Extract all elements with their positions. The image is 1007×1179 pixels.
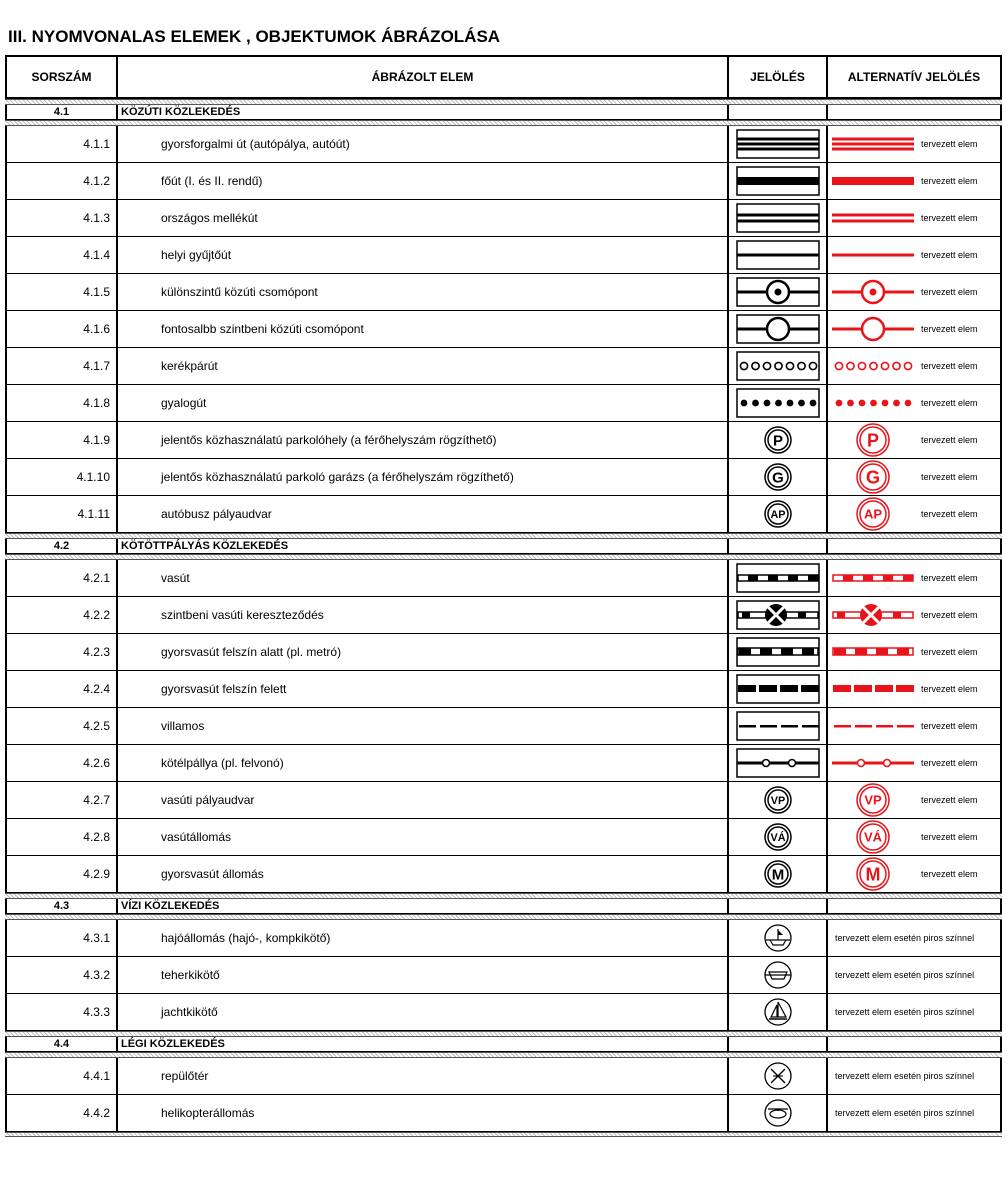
item-label: hajóállomás (hajó-, kompkikötő) [118,920,729,956]
section-symbol-cell [729,1037,828,1051]
bus-station-planned-icon [855,496,891,532]
planned-note: tervezett elem [921,361,978,371]
alt-symbol-cell [828,274,1002,310]
table-row [5,1058,1002,1095]
section-row [5,1037,1002,1052]
svg-text:P: P [772,432,783,450]
symbol-cell [729,385,828,421]
item-number: 4.4.2 [5,1095,118,1131]
item-number: 4.3.2 [5,957,118,993]
item-number: 4.2.3 [5,634,118,670]
svg-text:M: M [771,866,784,884]
svg-text:VÁ: VÁ [770,831,785,844]
item-number: 4.1.6 [5,311,118,347]
section-number: 4.3 [5,899,118,913]
table-row [5,200,1002,237]
column-header-symbol: JELÖLÉS [729,57,828,97]
ship-station-icon [763,923,793,953]
item-number: 4.1.2 [5,163,118,199]
table-row [5,385,1002,422]
symbol-cell [729,708,828,744]
item-label: villamos [118,708,729,744]
svg-text:VÁ: VÁ [864,829,882,845]
tram-planned-icon [831,711,915,741]
alt-symbol-cell [828,671,1002,707]
item-label: autóbusz pályaudvar [118,496,729,532]
item-label: kerékpárút [118,348,729,384]
table-row [5,496,1002,533]
item-label: vasútállomás [118,819,729,855]
item-label: vasúti pályaudvar [118,782,729,818]
section-symbol-cell [729,539,828,553]
symbol-cell [729,819,828,855]
alt-symbol-cell [828,1058,1002,1094]
at-grade-junction-icon [736,314,820,344]
table-row [5,957,1002,994]
symbol-cell [729,200,828,236]
alt-symbol-cell [828,348,1002,384]
road-secondary-planned-icon [831,203,915,233]
legend-table [5,55,1002,1137]
item-number: 4.3.1 [5,920,118,956]
table-row [5,1095,1002,1132]
alt-symbol-cell [828,385,1002,421]
alt-symbol-cell [828,920,1002,956]
svg-text:AP: AP [770,508,785,521]
symbol-cell [729,348,828,384]
svg-text:P: P [866,430,880,451]
table-row [5,163,1002,200]
planned-note: tervezett elem [921,176,978,186]
alt-symbol-cell [828,856,1002,892]
item-number: 4.4.1 [5,1058,118,1094]
section-row [5,899,1002,914]
symbol-cell [729,496,828,532]
cycle-path-planned-icon [831,351,915,381]
cableway-planned-icon [831,748,915,778]
symbol-cell [729,237,828,273]
item-number: 4.1.11 [5,496,118,532]
table-row [5,994,1002,1031]
railway-icon [736,563,820,593]
item-label: főút (I. és II. rendű) [118,163,729,199]
symbol-cell [729,920,828,956]
item-number: 4.3.3 [5,994,118,1030]
symbol-cell [729,422,828,458]
item-number: 4.1.4 [5,237,118,273]
alt-symbol-cell [828,163,1002,199]
planned-note: tervezett elem [921,139,978,149]
svg-text:M: M [865,864,881,885]
symbol-cell [729,163,828,199]
symbol-cell [729,671,828,707]
svg-text:AP: AP [864,506,882,522]
road-local-icon [736,240,820,270]
section-alt-cell [828,1037,1002,1051]
table-row [5,920,1002,957]
parking-planned-icon [855,422,891,458]
table-row [5,560,1002,597]
svg-text:VP: VP [864,792,882,808]
symbol-cell [729,126,828,162]
item-label: teherkikötő [118,957,729,993]
section-alt-cell [828,105,1002,119]
parking-icon [763,425,793,455]
cargo-port-icon [763,960,793,990]
item-label: jelentős közhasználatú parkolóhely (a férőhelyszám rögzíthető) [118,422,729,458]
item-label: szintbeni vasúti kereszteződés [118,597,729,633]
alt-symbol-cell [828,782,1002,818]
grade-separated-junction-planned-icon [831,277,915,307]
alt-symbol-cell [828,1095,1002,1131]
symbol-cell [729,1095,828,1131]
garage-planned-icon [855,459,891,495]
column-header-no: SORSZÁM [5,57,118,97]
planned-note: tervezett elem esetén piros színnel [835,933,975,943]
planned-note: tervezett elem esetén piros színnel [835,1071,975,1081]
symbol-cell [729,560,828,596]
road-main-planned-icon [831,166,915,196]
table-row [5,634,1002,671]
planned-note: tervezett elem [921,684,978,694]
table-row [5,671,1002,708]
table-row [5,708,1002,745]
metro-station-icon [763,859,793,889]
alt-symbol-cell [828,200,1002,236]
section-number: 4.2 [5,539,118,553]
planned-note: tervezett elem [921,213,978,223]
planned-note: tervezett elem [921,472,978,482]
heliport-icon [763,1098,793,1128]
item-number: 4.1.5 [5,274,118,310]
item-label: országos mellékút [118,200,729,236]
item-number: 4.1.3 [5,200,118,236]
alt-symbol-cell [828,634,1002,670]
road-local-planned-icon [831,240,915,270]
section-title: KÖTÖTTPÁLYÁS KÖZLEKEDÉS [118,539,729,553]
table-row [5,422,1002,459]
table-header [5,55,1002,99]
svg-text:G: G [771,469,784,487]
symbol-cell [729,957,828,993]
planned-note: tervezett elem [921,324,978,334]
item-label: jelentős közhasználatú parkoló garázs (a férőhelyszám rögzíthető) [118,459,729,495]
item-number: 4.2.7 [5,782,118,818]
railway-planned-icon [831,563,915,593]
item-label: vasút [118,560,729,596]
planned-note: tervezett elem [921,435,978,445]
rail-station-icon [763,822,793,852]
table-row [5,597,1002,634]
section-row [5,539,1002,554]
rapid-rail-surface-planned-icon [831,674,915,704]
item-label: fontosalbb szintbeni közúti csomópont [118,311,729,347]
planned-note: tervezett elem [921,721,978,731]
footpath-icon [736,388,820,418]
symbol-cell [729,311,828,347]
alt-symbol-cell [828,496,1002,532]
alt-symbol-cell [828,597,1002,633]
section-row [5,105,1002,120]
symbol-cell [729,274,828,310]
item-number: 4.1.8 [5,385,118,421]
planned-note: tervezett elem [921,795,978,805]
planned-note: tervezett elem [921,758,978,768]
metro-underground-planned-icon [831,637,915,667]
section-symbol-cell [729,105,828,119]
planned-note: tervezett elem esetén piros színnel [835,970,975,980]
rapid-rail-surface-icon [736,674,820,704]
item-number: 4.1.9 [5,422,118,458]
section-title: VÍZI KÖZLEKEDÉS [118,899,729,913]
alt-symbol-cell [828,819,1002,855]
garage-icon [763,462,793,492]
planned-note: tervezett elem [921,647,978,657]
road-expressway-icon [736,129,820,159]
alt-symbol-cell [828,459,1002,495]
item-number: 4.2.6 [5,745,118,781]
table-row [5,856,1002,893]
section-alt-cell [828,899,1002,913]
svg-text:VP: VP [770,794,785,807]
item-label: jachtkikötő [118,994,729,1030]
planned-note: tervezett elem [921,398,978,408]
alt-symbol-cell [828,745,1002,781]
road-main-icon [736,166,820,196]
table-row [5,819,1002,856]
item-label: különszintű közúti csomópont [118,274,729,310]
section-alt-cell [828,539,1002,553]
planned-note: tervezett elem [921,832,978,842]
symbol-cell [729,745,828,781]
grade-separated-junction-icon [736,277,820,307]
symbol-cell [729,1058,828,1094]
rail-terminal-icon [763,785,793,815]
alt-symbol-cell [828,311,1002,347]
page-title: III. NYOMVONALAS ELEMEK , OBJEKTUMOK ÁBRÁZOLÁSA [8,27,501,46]
item-label: gyorsvasút felszín alatt (pl. metró) [118,634,729,670]
table-row [5,459,1002,496]
item-number: 4.2.1 [5,560,118,596]
alt-symbol-cell [828,560,1002,596]
symbol-cell [729,782,828,818]
item-number: 4.1.1 [5,126,118,162]
item-label: gyorsvasút felszín felett [118,671,729,707]
yacht-harbour-icon [763,997,793,1027]
table-row [5,348,1002,385]
symbol-cell [729,597,828,633]
symbol-cell [729,459,828,495]
item-label: repülőtér [118,1058,729,1094]
rail-station-planned-icon [855,819,891,855]
airport-icon [763,1061,793,1091]
section-title: LÉGI KÖZLEKEDÉS [118,1037,729,1051]
bus-station-icon [763,499,793,529]
planned-note: tervezett elem [921,869,978,879]
table-row [5,311,1002,348]
item-label: kötélpállya (pl. felvonó) [118,745,729,781]
level-crossing-planned-icon [831,600,915,630]
alt-symbol-cell [828,126,1002,162]
section-title: KÖZÚTI KÖZLEKEDÉS [118,105,729,119]
table-row [5,274,1002,311]
footpath-planned-icon [831,388,915,418]
alt-symbol-cell [828,422,1002,458]
column-header-element: ÁBRÁZOLT ELEM [118,57,729,97]
item-label: helyi gyűjtőút [118,237,729,273]
alt-symbol-cell [828,237,1002,273]
table-row [5,782,1002,819]
section-symbol-cell [729,899,828,913]
metro-station-planned-icon [855,856,891,892]
table-row [5,237,1002,274]
item-number: 4.2.9 [5,856,118,892]
section-number: 4.1 [5,105,118,119]
cableway-icon [736,748,820,778]
table-row [5,745,1002,782]
item-label: gyalogút [118,385,729,421]
item-number: 4.2.8 [5,819,118,855]
rail-terminal-planned-icon [855,782,891,818]
item-number: 4.2.5 [5,708,118,744]
planned-note: tervezett elem [921,287,978,297]
cycle-path-icon [736,351,820,381]
section-number: 4.4 [5,1037,118,1051]
planned-note: tervezett elem esetén piros színnel [835,1108,975,1118]
planned-note: tervezett elem [921,610,978,620]
item-number: 4.1.7 [5,348,118,384]
item-number: 4.1.10 [5,459,118,495]
table-row [5,126,1002,163]
planned-note: tervezett elem [921,509,978,519]
alt-symbol-cell [828,957,1002,993]
level-crossing-icon [736,600,820,630]
alt-symbol-cell [828,708,1002,744]
road-secondary-icon [736,203,820,233]
tram-icon [736,711,820,741]
column-header-alt: ALTERNATÍV JELÖLÉS [828,57,1002,97]
planned-note: tervezett elem esetén piros színnel [835,1007,975,1017]
road-expressway-planned-icon [831,129,915,159]
planned-note: tervezett elem [921,573,978,583]
at-grade-junction-planned-icon [831,314,915,344]
planned-note: tervezett elem [921,250,978,260]
symbol-cell [729,856,828,892]
item-number: 4.2.4 [5,671,118,707]
svg-text:G: G [865,467,881,488]
symbol-cell [729,994,828,1030]
alt-symbol-cell [828,994,1002,1030]
symbol-cell [729,634,828,670]
item-label: helikopterállomás [118,1095,729,1131]
item-number: 4.2.2 [5,597,118,633]
item-label: gyorsforgalmi út (autópálya, autóút) [118,126,729,162]
item-label: gyorsvasút állomás [118,856,729,892]
table-bottom-rule [5,1132,1002,1137]
metro-underground-icon [736,637,820,667]
